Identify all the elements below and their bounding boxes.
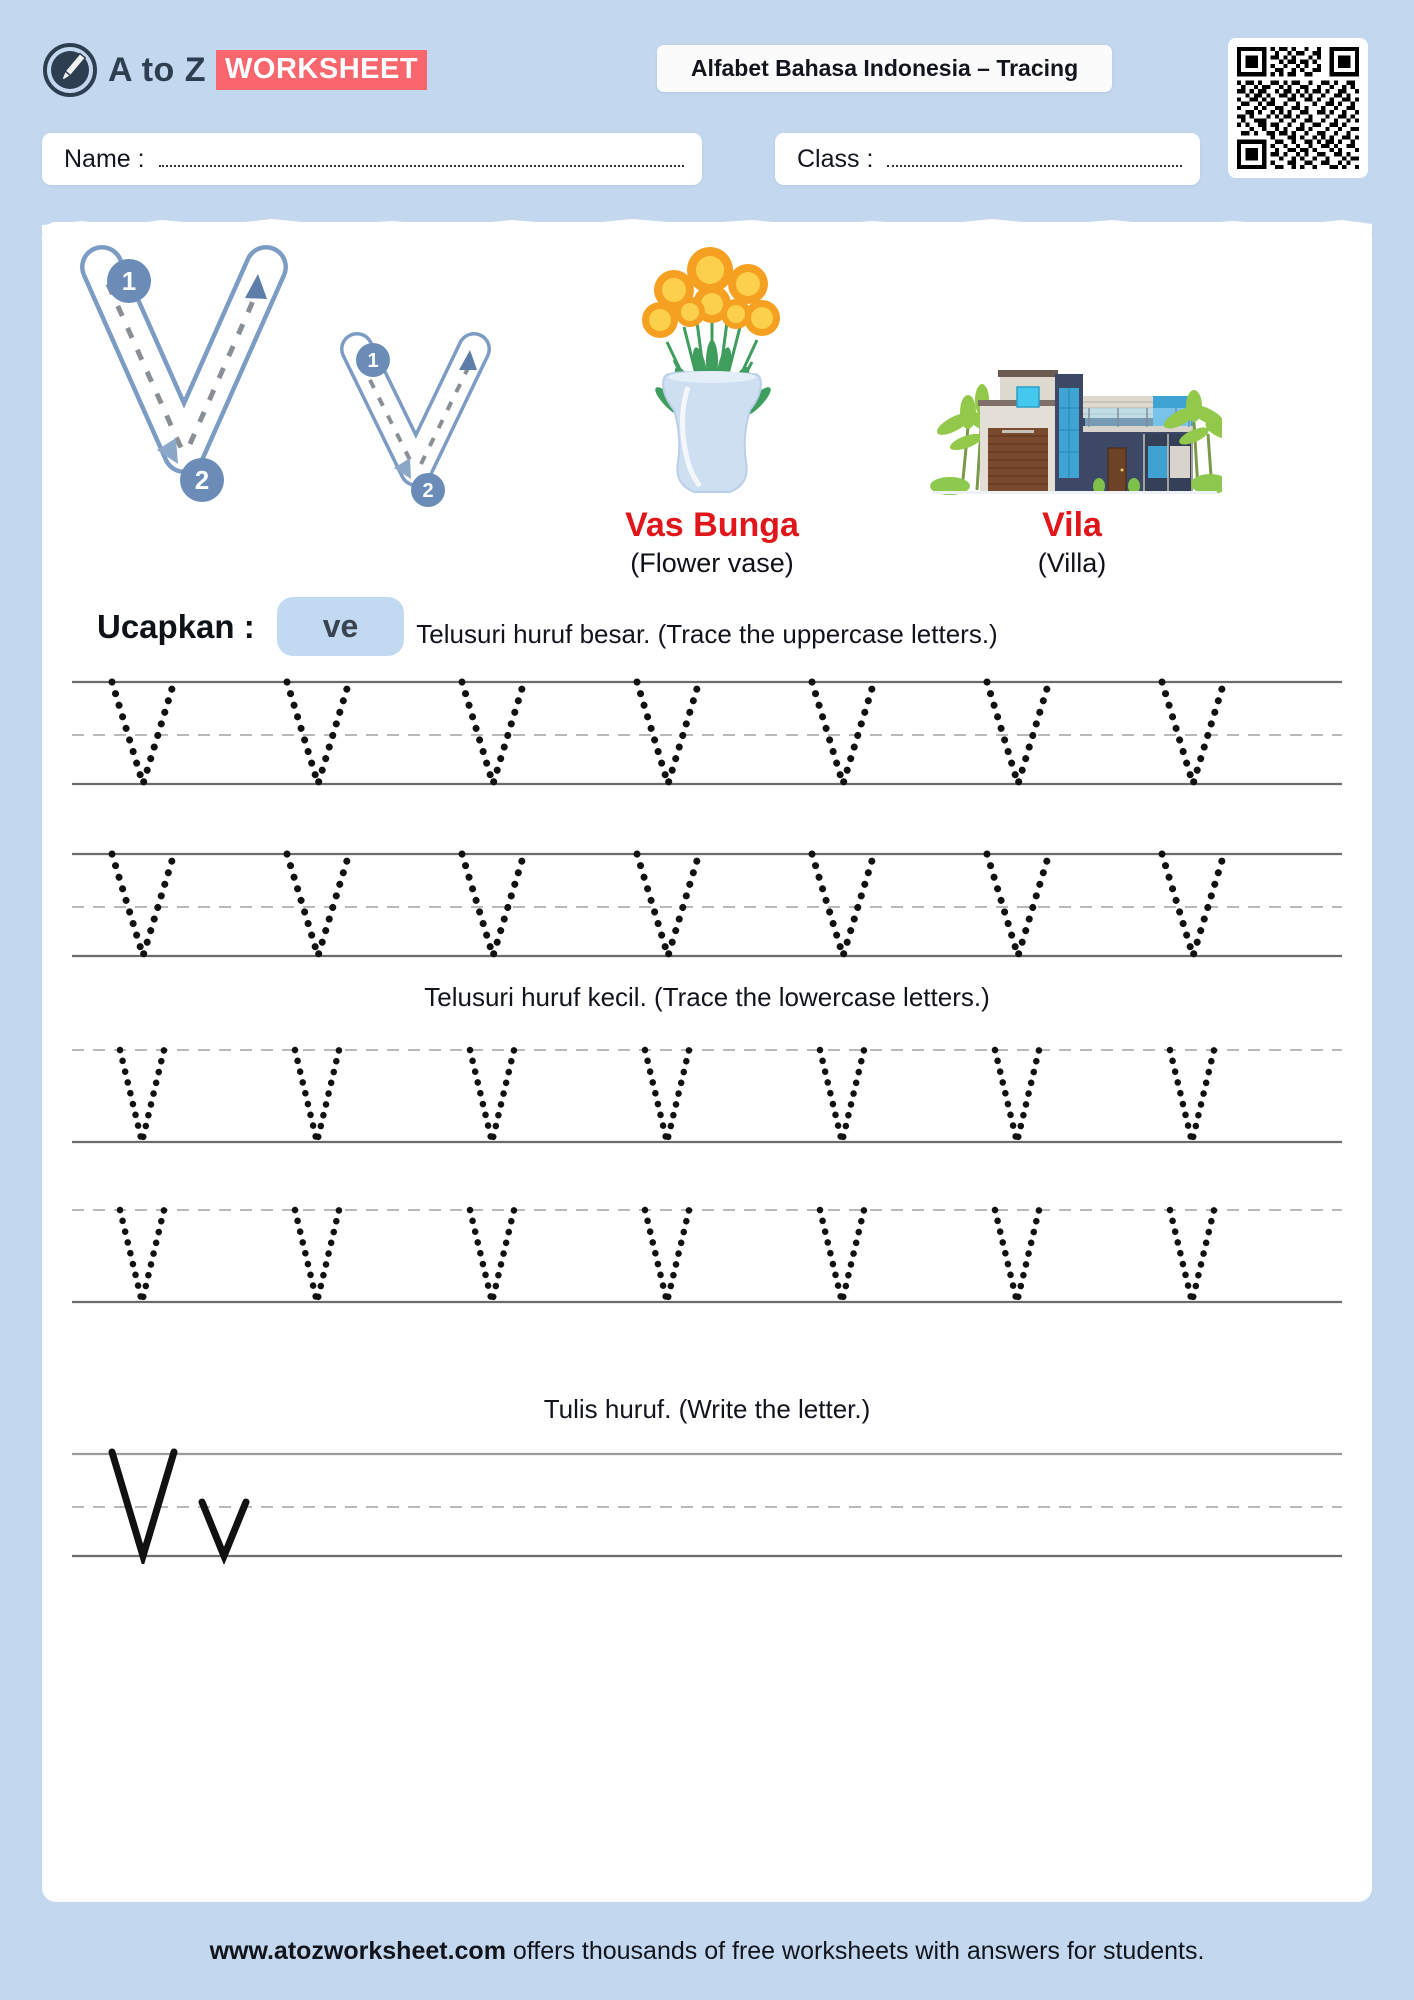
flower-vase-illustration [562, 222, 862, 497]
word-card-villa [862, 222, 1282, 579]
page-footer [0, 1902, 1414, 2000]
svg-text:2: 2 [422, 480, 434, 502]
lowercase-guide-v [356, 343, 477, 507]
svg-text:1: 1 [121, 266, 137, 296]
worksheet-sheet [42, 222, 1372, 1902]
svg-text:2: 2 [194, 465, 210, 495]
name-field[interactable] [42, 133, 702, 185]
word-indonesian-villa: Vila [1042, 506, 1102, 544]
class-field-label: Class : [797, 144, 874, 173]
pronunciation-value: ve [322, 608, 359, 644]
svg-text:1: 1 [367, 350, 379, 372]
uppercase-trace-row-1[interactable] [72, 672, 1342, 792]
instruction-uppercase: Telusuri huruf besar. (Trace the uppercase letters.) [416, 619, 998, 649]
write-example-lowercase [202, 1502, 246, 1556]
footer-site-url[interactable]: www.atozworksheet.com [209, 1936, 506, 1965]
brand-name-worksheet: WORKSHEET [216, 50, 427, 90]
lowercase-trace-row-1[interactable] [72, 1042, 1342, 1152]
villa-house-illustration [862, 222, 1282, 497]
qr-code-icon[interactable] [1228, 38, 1368, 178]
write-row[interactable] [72, 1444, 1342, 1564]
write-example-uppercase [112, 1452, 174, 1556]
footer-tagline: offers thousands of free worksheets with answers for students. [505, 1936, 1205, 1965]
instruction-lowercase: Telusuri huruf kecil. (Trace the lowercase letters.) [424, 982, 990, 1012]
brand-logo [42, 42, 427, 98]
name-field-input[interactable] [159, 165, 684, 167]
brand-name-atoz: A to Z [108, 50, 207, 89]
class-field[interactable] [775, 133, 1200, 185]
name-field-label: Name : [64, 144, 145, 173]
word-english-villa: (Villa) [1037, 548, 1107, 579]
word-english-vase: (Flower vase) [630, 548, 794, 579]
lowercase-trace-row-2[interactable] [72, 1202, 1342, 1312]
class-field-input[interactable] [887, 165, 1182, 167]
page-header [0, 0, 1414, 222]
uppercase-trace-row-2[interactable] [72, 844, 1342, 964]
footer-text [210, 1937, 1205, 1966]
word-card-vase [562, 222, 862, 579]
pronunciation-label: Ucapkan : [97, 607, 255, 645]
worksheet-title [657, 45, 1112, 92]
word-indonesian-vase: Vas Bunga [625, 506, 799, 544]
uppercase-guide-V [102, 259, 267, 502]
page-title: Alfabet Bahasa Indonesia – Tracing [690, 55, 1079, 81]
instruction-write: Tulis huruf. (Write the letter.) [543, 1394, 871, 1424]
pen-circle-icon [42, 42, 98, 98]
